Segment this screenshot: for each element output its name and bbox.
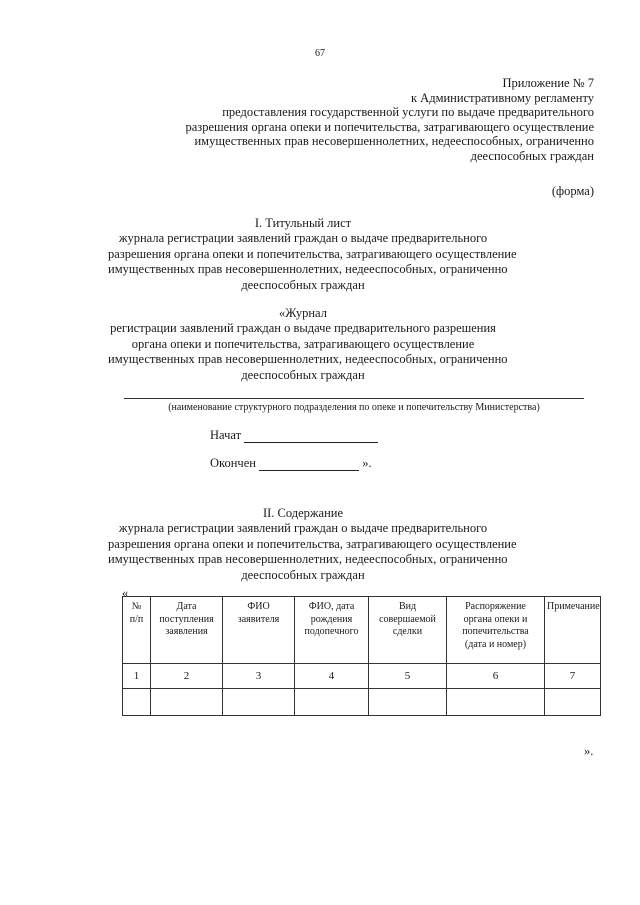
table-number-row — [123, 664, 601, 689]
section1-line: разрешения органа опеки и попечительства, затрагивающего осуществление — [108, 246, 517, 261]
section2-line: журнала регистрации заявлений граждан о выдаче предварительного — [118, 521, 488, 536]
col-header-date: Дата поступления заявления — [151, 597, 223, 664]
registration-table — [122, 596, 601, 716]
table-cell — [545, 689, 601, 716]
table-cell: 6 — [447, 664, 545, 689]
journal-title-line: органа опеки и попечительства, затрагивающего осуществление — [131, 336, 475, 351]
col-header-deal-type: Вид совершаемой сделки — [369, 597, 447, 664]
table-cell — [369, 689, 447, 716]
finished-suffix: ». — [362, 456, 372, 470]
table-cell: 7 — [545, 664, 601, 689]
section1-block — [108, 216, 517, 293]
open-quote: « — [122, 586, 129, 600]
page-number: 67 — [315, 48, 325, 59]
section1-line: журнала регистрации заявлений граждан о выдаче предварительного — [118, 231, 488, 246]
appendix-header — [124, 76, 594, 164]
started-label: Начат — [210, 428, 242, 442]
journal-title-block — [108, 306, 508, 383]
table-cell: 5 — [369, 664, 447, 689]
finished-line — [259, 458, 359, 471]
section2-line: разрешения органа опеки и попечительства, затрагивающего осуществление — [108, 536, 517, 551]
journal-title-line: «Журнал — [279, 306, 327, 320]
started-line — [244, 430, 378, 443]
appendix-line: дееспособных граждан — [470, 148, 594, 163]
table-cell: 1 — [123, 664, 151, 689]
table-cell — [295, 689, 369, 716]
table-cell — [447, 689, 545, 716]
close-quote: ». — [584, 744, 594, 758]
journal-title-line: имущественных прав несовершеннолетних, недееспособных, ограниченно — [108, 352, 508, 367]
table-empty-row — [123, 689, 601, 716]
subdivision-underline — [124, 398, 584, 399]
section2-block — [108, 506, 517, 583]
journal-title-line: регистрации заявлений граждан о выдаче предварительного разрешения — [110, 321, 496, 336]
appendix-line: разрешения органа опеки и попечительства, затрагивающего осуществление — [185, 119, 594, 134]
finished-field — [210, 456, 372, 471]
section2-line: дееспособных граждан — [241, 567, 365, 582]
col-header-order: Распоряжение органа опеки и попечительства (дата и номер) — [447, 597, 545, 664]
appendix-line: к Административному регламенту — [410, 90, 594, 105]
finished-label: Окончен — [210, 456, 256, 470]
started-field — [210, 428, 378, 443]
col-header-ward: ФИО, дата рождения подопечного — [295, 597, 369, 664]
table-cell: 4 — [295, 664, 369, 689]
table-cell: 2 — [151, 664, 223, 689]
form-label: (форма) — [551, 184, 594, 198]
section1-line: дееспособных граждан — [241, 277, 365, 292]
section1-line: имущественных прав несовершеннолетних, недееспособных, ограниченно — [108, 262, 508, 277]
table-cell — [123, 689, 151, 716]
table-cell — [223, 689, 295, 716]
section1-heading: I. Титульный лист — [254, 216, 352, 230]
col-header-applicant: ФИО заявителя — [223, 597, 295, 664]
table-cell — [151, 689, 223, 716]
table-cell: 3 — [223, 664, 295, 689]
appendix-line: предоставления государственной услуги по выдаче предварительного — [222, 105, 594, 120]
appendix-line: Приложение № 7 — [502, 76, 594, 90]
col-header-number: № п/п — [123, 597, 151, 664]
col-header-note: Примечание — [545, 597, 601, 664]
journal-title-line: дееспособных граждан — [241, 367, 365, 382]
table-header-row — [123, 597, 601, 664]
appendix-line: имущественных прав несовершеннолетних, недееспособных, ограниченно — [194, 134, 594, 149]
subdivision-caption: (наименование структурного подразделения по опеке и попечительству Министерства) — [168, 402, 540, 413]
section2-heading: II. Содержание — [262, 506, 344, 520]
section2-line: имущественных прав несовершеннолетних, недееспособных, ограниченно — [108, 552, 508, 567]
